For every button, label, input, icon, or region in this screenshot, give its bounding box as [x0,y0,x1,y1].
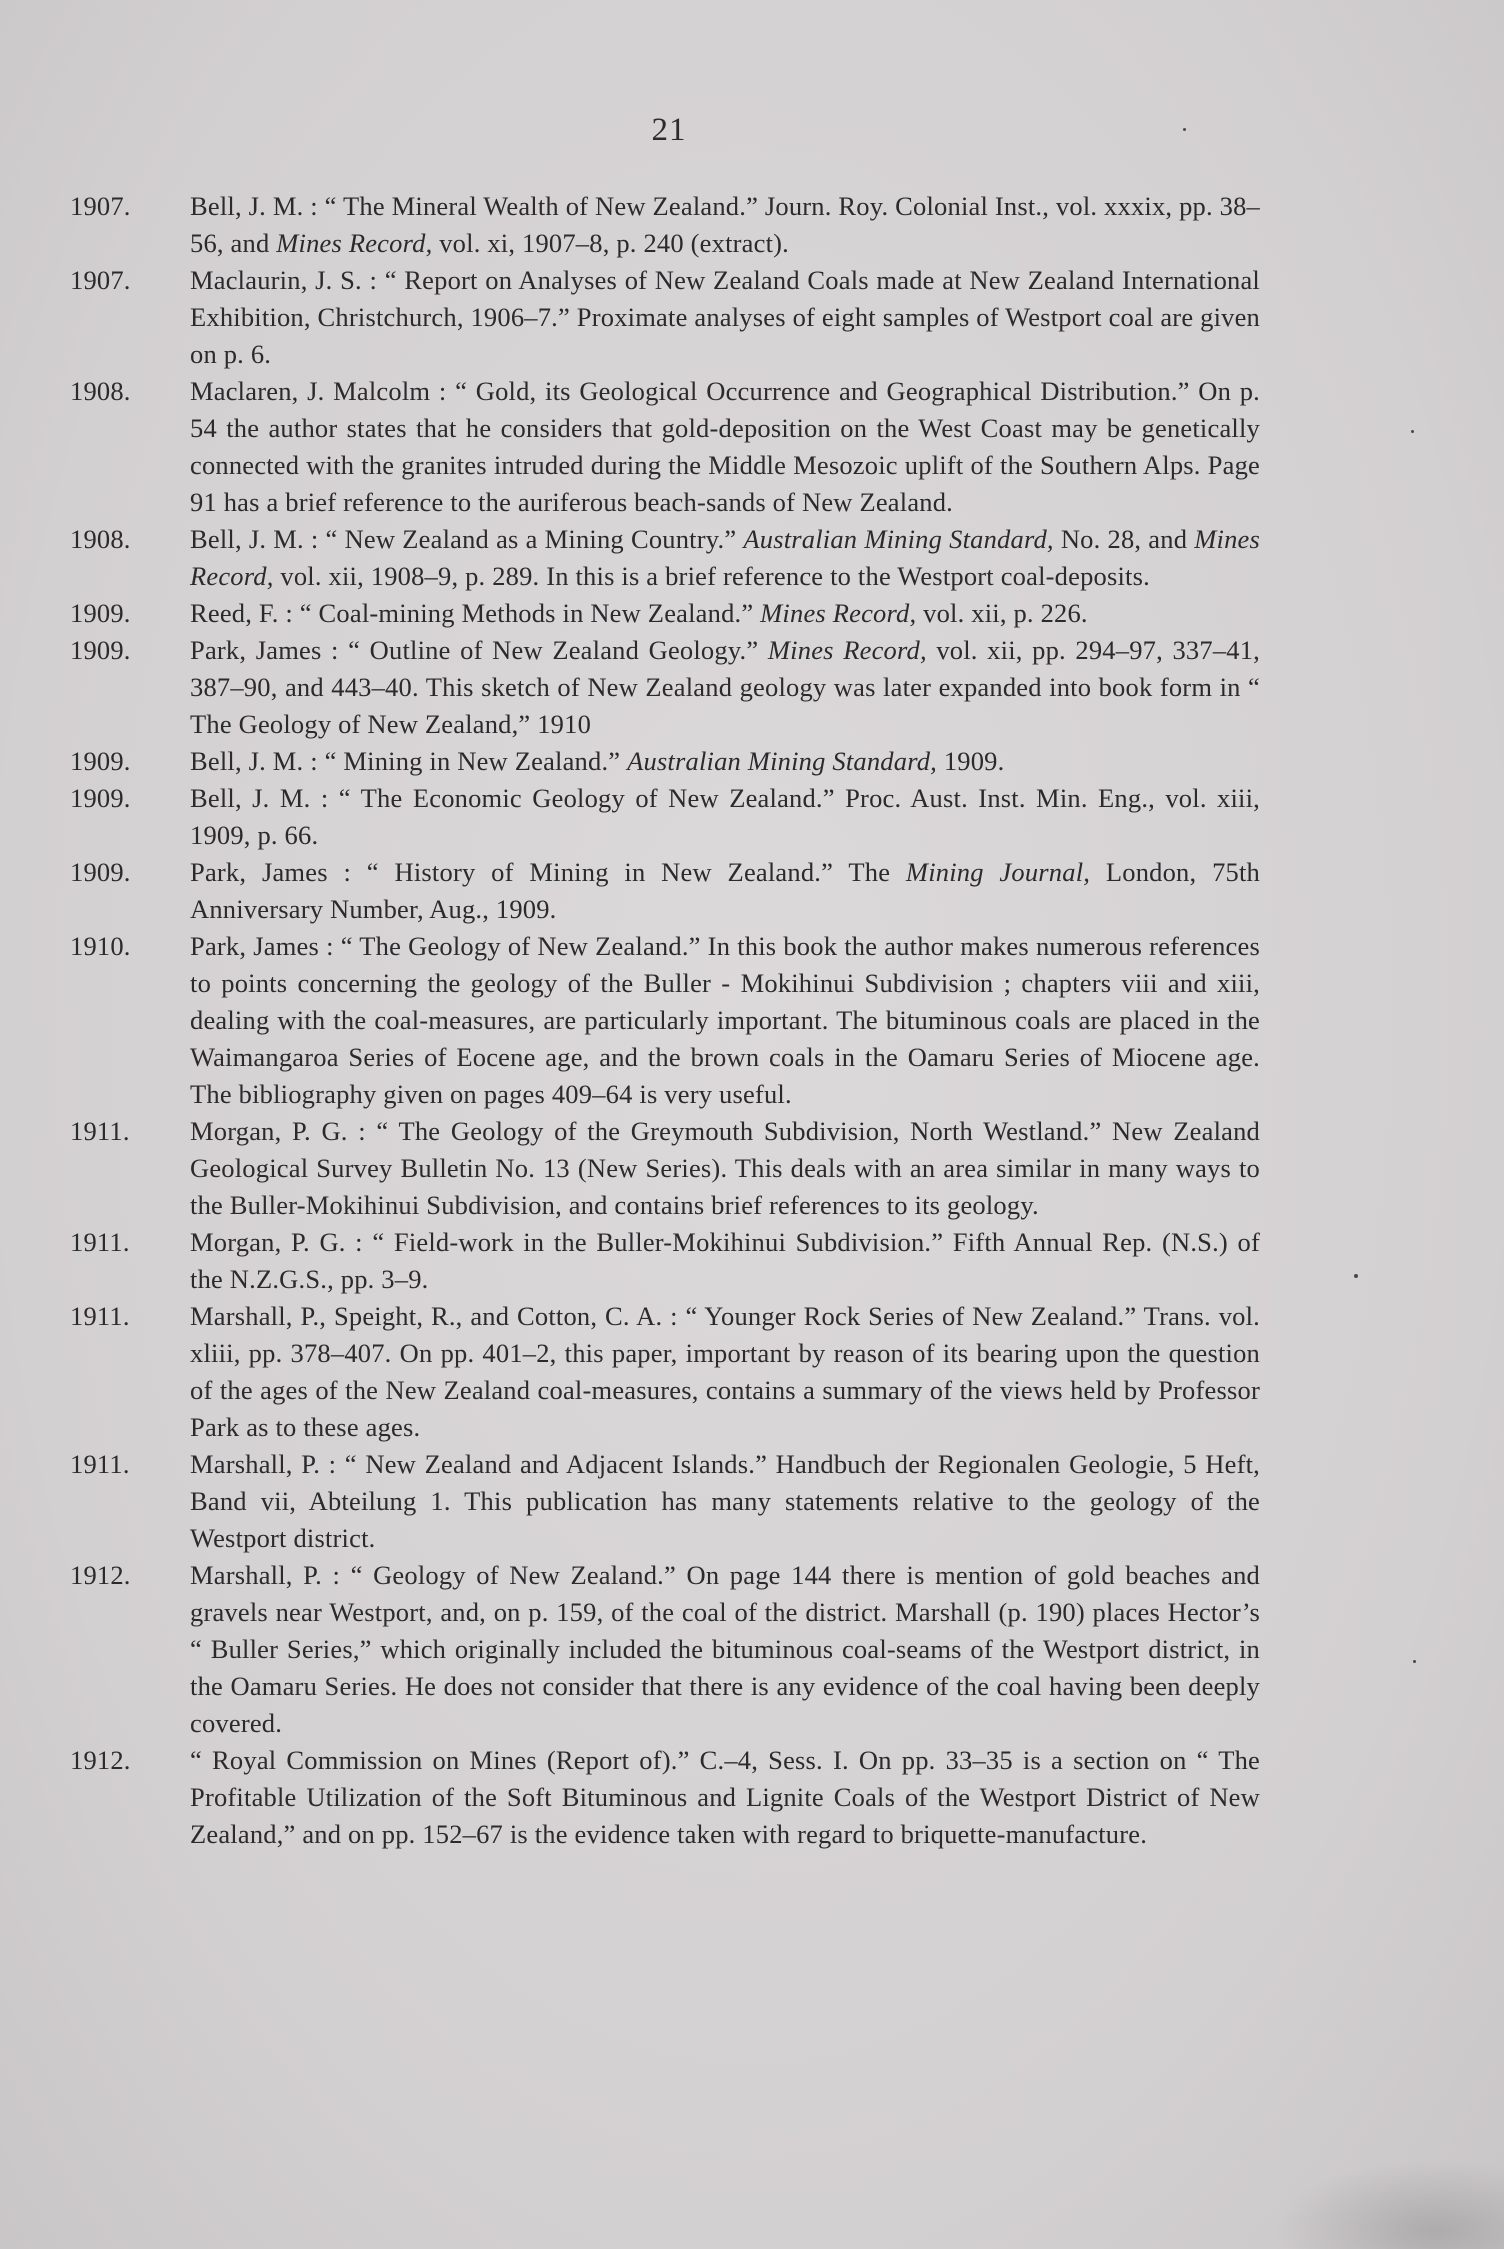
entry-year: 1911. [70,1301,130,1331]
entry-text: Maclaren, J. Malcolm : “ Gold, its Geological Occurrence and Geographical Distribution.” On p. 54 the author states that he considers that gold-deposition on the West Coast may be genetically connected with the granites intruded during the Middle Mesozoic uplift of the Southern Alps. Page 91 has a brief reference to the auriferous beach-sands of New Zealand. [190,376,1260,517]
entry-text: Reed, F. : “ Coal-mining Methods in New Zealand.” [190,598,761,628]
entry-publication: Australian Mining Standard, [627,746,937,776]
paper-speck [1354,1274,1358,1278]
entry-year: 1907. [70,191,131,221]
bibliography-entry [70,1224,1260,1298]
bibliography-entry [70,632,1260,743]
bibliography-entry [70,1742,1260,1853]
entry-text: vol. xii, 1908–9, p. 289. In this is a brief reference to the Westport coal-deposits. [273,561,1150,591]
paper-speck [1413,1660,1416,1663]
entry-text: Bell, J. M. : “ The Economic Geology of New Zealand.” Proc. Aust. Inst. Min. Eng., vol. xiii, 1909, p. 66. [190,783,1260,850]
entry-publication: Australian Mining Standard, [743,524,1054,554]
entry-text: Morgan, P. G. : “ The Geology of the Greymouth Subdivision, North Westland.” New Zealand Geological Survey Bulletin No. 13 (New Series). This deals with an area similar in many ways to the Buller-Mokihinui Subdivision, and contains brief references to its geology. [190,1116,1260,1220]
entry-publication: Mines Record, [276,228,433,258]
page-number: 21 [651,112,687,148]
bibliography-entry [70,262,1260,373]
entry-text: vol. xii, pp. 294–97, 337–41, 387–90, and 443–40. This sketch of New Zealand geology was later expanded into book form in “ The Geology of New Zealand,” 1910 [190,635,1261,739]
entry-year: 1908. [70,376,131,406]
entry-year: 1909. [70,783,131,813]
bibliography-entry [70,928,1260,1113]
bibliography-entry [70,373,1260,521]
entry-year: 1911. [70,1227,130,1257]
entry-year: 1912. [70,1560,131,1590]
entry-publication: Mining Journal, [905,857,1091,887]
paper-speck [1183,128,1186,131]
entry-year: 1909. [70,857,131,887]
entry-year: 1909. [70,635,131,665]
bibliography-entry [70,595,1260,632]
entry-text: vol. xi, 1907–8, p. 240 (extract). [432,228,789,258]
entry-text: Morgan, P. G. : “ Field-work in the Buller-Mokihinui Subdivision.” Fifth Annual Rep. (N.S.) of the N.Z.G.S., pp. 3–9. [190,1227,1260,1294]
entry-text: Maclaurin, J. S. : “ Report on Analyses of New Zealand Coals made at New Zealand International Exhibition, Christchurch, 1906–7.” Proximate analyses of eight samples of Westport coal are given on p. 6. [190,265,1260,369]
entry-publication: Mines Record, [767,635,927,665]
entry-year: 1912. [70,1745,131,1775]
entry-year: 1911. [70,1116,130,1146]
entry-year: 1909. [70,598,131,628]
entry-publication: Mines Record, [190,524,1260,591]
entry-year: 1910. [70,931,131,961]
entry-publication: Mines Record, [760,598,917,628]
bibliography-entry [70,780,1260,854]
bibliography-list [70,188,1260,1853]
entry-text: Park, James : “ The Geology of New Zealand.” In this book the author makes numerous references to points concerning the geology of the Buller - Mokihinui Subdivision ; chapters viii and xiii, dealing with the coal-measures, are particularly important. The bituminous coals are placed in the Waimangaroa Series of Eocene age, and the brown coals in the Oamaru Series of Miocene age. The bibliography given on pages 409–64 is very useful. [190,931,1260,1109]
entry-year: 1908. [70,524,131,554]
entry-text: Park, James : “ Outline of New Zealand Geology.” [190,635,768,665]
entry-text: Bell, J. M. : “ Mining in New Zealand.” [190,746,628,776]
entry-text: Bell, J. M. : “ The Mineral Wealth of New Zealand.” Journ. Roy. Colonial Inst., vol. xxxix, pp. 38–56, and [190,191,1260,258]
entry-year: 1911. [70,1449,130,1479]
entry-text: vol. xii, p. 226. [916,598,1088,628]
entry-year: 1909. [70,746,131,776]
entry-text: Park, James : “ History of Mining in New Zealand.” The [190,857,906,887]
entry-text: Bell, J. M. : “ New Zealand as a Mining Country.” [190,524,744,554]
bibliography-entry [70,743,1260,780]
entry-text: No. 28, and [1053,524,1195,554]
entry-text: “ Royal Commission on Mines (Report of).” C.–4, Sess. I. On pp. 33–35 is a section on “ The Profitable Utilization of the Soft Bituminous and Lignite Coals of the Westport District of New Zealand,” and on pp. 152–67 is the evidence taken with regard to briquette-manufacture. [190,1745,1260,1849]
entry-text: Marshall, P., Speight, R., and Cotton, C. A. : “ Younger Rock Series of New Zealand.” Trans. vol. xliii, pp. 378–407. On pp. 401–2, this paper, important by reason of its bearing upon the question of the ages of the New Zealand coal-measures, contains a summary of the views held by Professor Park as to these ages. [190,1301,1260,1442]
entry-text: 1909. [937,746,1005,776]
paper-smudge [1274,2159,1504,2249]
bibliography-entry [70,188,1260,262]
paper-speck [1411,430,1414,433]
bibliography-entry [70,1298,1260,1446]
entry-text: London, 75th Anniversary Number, Aug., 1909. [190,857,1260,924]
bibliography-entry [70,1113,1260,1224]
bibliography-entry [70,1557,1260,1742]
bibliography-entry [70,854,1260,928]
bibliography-entry [70,1446,1260,1557]
entry-year: 1907. [70,265,131,295]
entry-text: Marshall, P. : “ Geology of New Zealand.” On page 144 there is mention of gold beaches and gravels near Westport, and, on p. 159, of the coal of the district. Marshall (p. 190) places Hector’s “ Buller Series,” which originally included the bituminous coal-seams of the Westport district, in the Oamaru Series. He does not consider that there is any evidence of the coal having been deeply covered. [190,1560,1260,1738]
bibliography-entry [70,521,1260,595]
entry-text: Marshall, P. : “ New Zealand and Adjacent Islands.” Handbuch der Regionalen Geologie, 5 Heft, Band vii, Abteilung 1. This publication has many statements relative to the geology of the Westport district. [190,1449,1260,1553]
